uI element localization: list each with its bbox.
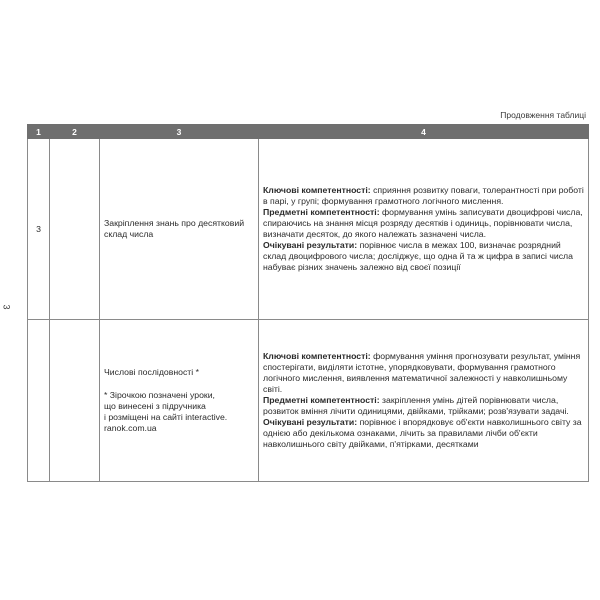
subject-competences-title: Предметні компетентності: <box>263 207 380 217</box>
topic-note-line: ranok.com.ua <box>104 423 157 433</box>
table-row <box>28 320 589 482</box>
expected-results-text: порівнює числа в межах 100, визначає розрядний склад двоцифрового числа; досліджує, що одна й та ж цифра в записі числа набуває різних значень залежно від своєї позиції <box>263 240 573 272</box>
continuation-note: Продовження таблиці <box>500 110 586 120</box>
subject-competences-text: формування умінь записувати двоцифрові числа, спираючись на знання місця розряду десятків і одиниць, порівнювати числа, визначати десяток, до якого належать зазначені числа. <box>263 207 583 239</box>
key-competences-title: Ключові компетентності: <box>263 185 371 195</box>
subject-competences-text: закріплення умінь дітей порівнювати числа, розвиток вміння лічити одиницями, двійками, трійками; розв'язувати задачі. <box>263 395 569 416</box>
column-header-3: 3 <box>100 125 259 139</box>
topic-note-line: * Зірочкою позначені уроки, <box>104 390 215 400</box>
key-competences-title: Ключові компетентності: <box>263 351 371 361</box>
expected-results-text: порівнює і впорядковує об'єкти навколишнього світу за однією або декількома ознаками, лічить за правилами лічби об'єкти навколишнього світу двійками, п'ятірками, десятками <box>263 417 582 449</box>
topic-note-line: що винесені з підручника <box>104 401 206 411</box>
lesson-number <box>28 320 50 482</box>
table-row <box>28 139 589 320</box>
lesson-number: 3 <box>28 139 50 320</box>
lesson-competences <box>259 139 589 320</box>
lesson-date <box>50 139 100 320</box>
lesson-date <box>50 320 100 482</box>
topic-note-line: і розміщені на сайті interactive. <box>104 412 228 422</box>
expected-results-title: Очікувані результати: <box>263 417 358 427</box>
lesson-plan-table <box>27 124 589 482</box>
table-header-row <box>28 125 589 139</box>
lesson-topic: Закріплення знань про десятковий склад числа <box>100 139 259 320</box>
side-page-number: 3 <box>1 304 12 310</box>
expected-results-title: Очікувані результати: <box>263 240 358 250</box>
lesson-topic: Числові послідовності * <box>104 367 200 377</box>
column-header-4: 4 <box>259 125 589 139</box>
lesson-competences <box>259 320 589 482</box>
subject-competences-title: Предметні компетентності: <box>263 395 380 405</box>
lesson-topic-cell <box>100 320 259 482</box>
key-competences-text: сприяння розвитку поваги, толерантності при роботі в парі, у групі; формування грамотного логічного мислення. <box>263 185 584 206</box>
column-header-2: 2 <box>50 125 100 139</box>
column-header-1: 1 <box>28 125 50 139</box>
key-competences-text: формування уміння прогнозувати результат, уміння спостерігати, виділяти істотне, упорядковувати, формування грамотного логічного мислення, виявлення математичної залежності у навколишньому світі. <box>263 351 581 394</box>
